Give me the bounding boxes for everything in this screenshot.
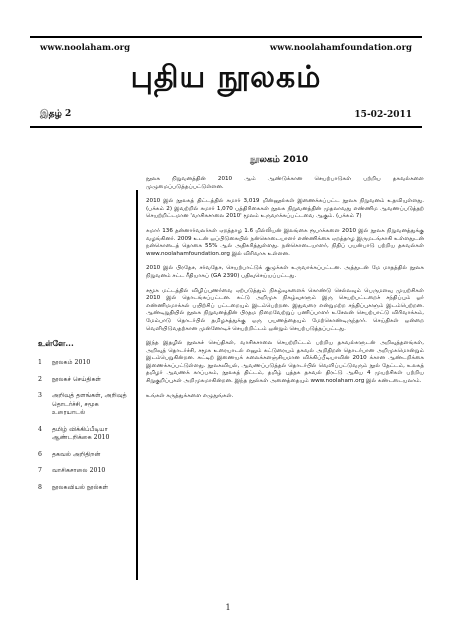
masthead: [30, 36, 422, 128]
toc-label: அறிவுத் தளங்கள், அறிவுத் தொடர்ச்சி, சமூக உரையாடல்: [52, 392, 127, 416]
toc-item[interactable]: [38, 467, 133, 476]
toc-label: நூலகவியல் நூல்கள்: [52, 483, 109, 491]
table-of-contents: [38, 338, 133, 500]
newsletter-title: புதிய நூலகம்: [130, 60, 322, 95]
website-link-foundation[interactable]: www.noolahamfoundation.org: [269, 43, 412, 53]
toc-item[interactable]: [38, 392, 133, 418]
article-paragraph: நூலக நிறுவனத்தின் 2010 ஆம் ஆண்டுக்கான செயற்பாடுகள் பற்றிய தகவல்களை முழுமைப்படுத்தப்பட்டுள்ளன.: [146, 176, 424, 190]
issue-date: 15-02-2011: [354, 110, 412, 120]
toc-item[interactable]: [38, 451, 133, 460]
toc-heading: உள்ளே...: [38, 338, 74, 348]
article-paragraph: சுமார் 136 தன்னார்வலர்கள் ஏறத்தாழ 1.6 மில்லியன் இலங்கை ரூபாக்களை 2010 இல் நூலக நிறுவனத்துக்கு வழங்கினர். 2009 உடன் ஒப்பிடுகையில் நன்கொடையாளர் எண்ணிக்கை ஏறத்தாழ இருமடங்காகி உள்ளதுடன் நன்கொடைத் தொகை 55% ஆல் அதிகரித்துள்ளது. நன்கொடையாளர், நிதிப் பயன்பாடு பற்றிய தகவல்கள் www.noolahamfoundation.org இல் விரிவாக உள்ளன.: [146, 227, 424, 257]
issue-number: இதழ் 2: [40, 109, 72, 119]
toc-label: தமிழ் விக்கிப்பீடியா ஆண்டறிக்கை 2010: [52, 425, 110, 441]
article-paragraph: இந்த இதழில் நூலகச் செய்திகள், வாசிகசாலை செயற்றிட்டம் பற்றிய தகவல்களுடன் அறிவுத்தளங்கள், அறிவுத் தொடர்ச்சி, சமூக உரையாடல் எனும் கட்டுரையும் தகவல் அறிதிறன் தொடர்பான அறிமுகமொன்றும் இடம்பெறுகின்றன. சுட்டிற் இணையக் கலைக்களஞ்சியமான விக்கிப்பீடியாவின் 2010 க்கான ஆண்டறிக்கை இணைக்கப்பட்டுள்ளது. நூலகவியல், ஆவணப்படுத்தல் தொடர்பில் வெளிப்பட்டுவரும் நூல் தேட்டம், உலகத் தமிழர் ஆவணக் காப்பகம், நூலகத் திட்டம், தமிழ் புத்தக தகவல் திரட்டு ஆகிய 4 முயற்சிகள் பற்றிய சிறுகுறிப்புகள் அறிமுகமாகின்றன. இந்த நூல்கள் அனைத்தையும் www.noolaham.org இல் கண்டடையலாம்.: [146, 340, 424, 385]
article-body: [146, 176, 424, 407]
column-divider: [136, 190, 138, 580]
toc-page-number: 1: [38, 359, 42, 366]
toc-page-number: 6: [38, 450, 42, 458]
page-number: 1: [225, 603, 231, 612]
article-paragraph: சமூக மட்டத்தில் விழிப்புணர்வை ஏற்படுத்தும் நிகழ்வுகளைக் கொண்டு செல்லவும் பெருமளவு முயற்சிகள் 2010 இல் தொடங்கப்பட்டன. சுட்டு அறிமுக நிகழ்வுகளும் இரு செயற்பட்டறைச் சந்திப்பும் ஓர் எண்ணிமமாக்கல் பயிற்சிப் பட்டறையும் இடம்பெற்றன. இதுவரை என்றுமற்ற சந்திப்புகளும் இடம்பெற்றன. ஆண்டிறுதியில் நூலக நிறுவனத்தின் பிரதம நிறைவேற்றுப் பணிப்பாளர் உசேலன் செயற்பாட்டு விரிவாக்கம், மேம்பாடு தொடர்பில் தமிழகத்துக்கு ஒரு பயணத்தையும் மேற்கொண்டிருந்தார். செய்திகள் ஒன்றை வெளியிடுவதற்கான முன்னோடிச் செயற்றிட்டம் ஒன்றும் செயற்படுத்தப்பட்டது.: [146, 287, 424, 332]
toc-label: வாசிகசாலை 2010: [52, 467, 106, 474]
toc-page-number: 8: [38, 483, 42, 491]
toc-item[interactable]: [38, 484, 133, 493]
article-paragraph: 2010 இல் பிரதேச, சர்வதேச, செயற்பாட்டுக் குழுக்கள் உருவாக்கப்பட்டன. அத்துடன் மே மாதத்தில் நூலக நிறுவனம் சட்ட ரீதியாகப் (GA 2390) பதிவுசெய்யப்பட்டது.: [146, 265, 424, 279]
toc-item[interactable]: [38, 426, 133, 443]
toc-item[interactable]: [38, 376, 133, 385]
toc-item[interactable]: [38, 359, 133, 368]
toc-label: நூலகம் 2010: [52, 359, 91, 366]
toc-page-number: 4: [38, 425, 42, 433]
toc-label: தகவல் அறிதிறன்: [52, 450, 101, 458]
toc-label: நூலகச் செய்திகள்: [52, 375, 102, 383]
article-title: நூலகம் 2010: [250, 155, 309, 165]
toc-page-number: 7: [38, 467, 42, 474]
article-paragraph: 2010 இல் நூலகத் திட்டத்தில் சுமார் 3,019 மின்னூல்கள் இணைக்கப்பட்ட நூலக நிறுவனம் உதவியுள்ளது. (பக்கம் 2) இவற்றில் சுமார் 1,070 பத்திரிகைகள் நூலக நிறுவனத்தின் முதலாவது எண்ணிம ஆவணப்படுத்தற் செயற்றிட்டமான 'வாசிகசாலை 2010' மூலம் உருவாக்கப்பட்டவை ஆகும். (பக்கம் 7): [146, 198, 424, 220]
article-paragraph: உங்கள் கருத்துக்களை எழுதுங்கள்.: [146, 392, 234, 399]
website-link-noolaham[interactable]: www.noolaham.org: [40, 43, 131, 53]
toc-page-number: 2: [38, 375, 42, 383]
toc-page-number: 3: [38, 392, 42, 399]
